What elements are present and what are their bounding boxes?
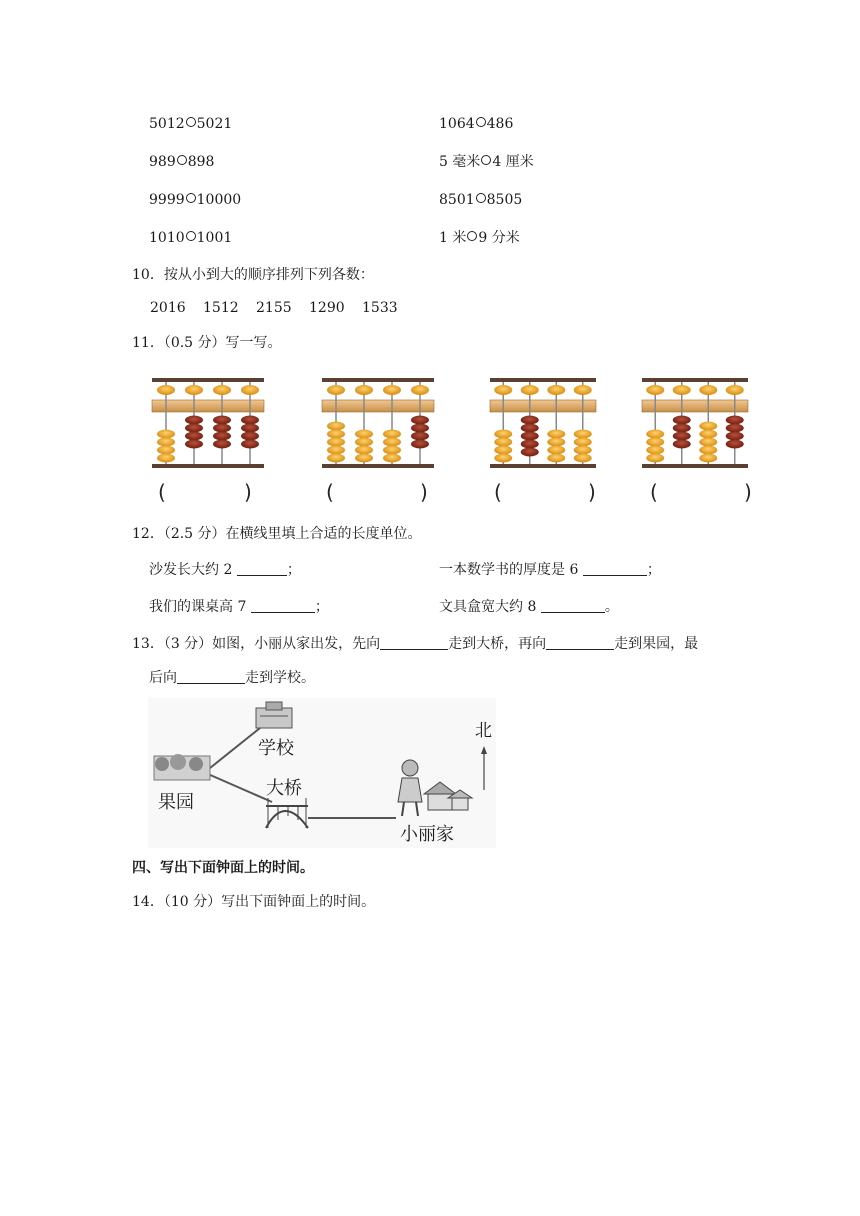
compare-circle[interactable]: [476, 193, 486, 203]
abacus: [152, 378, 264, 468]
answer-blank[interactable]: [546, 637, 614, 650]
paren-close: ): [420, 480, 428, 504]
bridge-icon: [266, 798, 308, 828]
answer-blank[interactable]: [177, 671, 245, 684]
abacus: [322, 378, 434, 468]
number-item: 1290: [309, 300, 345, 316]
fill-item: 文具盒宽大约 8 。: [439, 599, 619, 615]
compare-item: 1064 486: [439, 116, 514, 132]
compare-circle[interactable]: [186, 193, 196, 203]
girl-icon: [398, 760, 422, 816]
abacus: [642, 378, 748, 468]
compare-circle[interactable]: [186, 231, 196, 241]
number-item: 1533: [362, 300, 398, 316]
paren-open: (: [494, 480, 502, 504]
answer-blank[interactable]: [237, 563, 287, 576]
number-item: 1512: [203, 300, 239, 316]
school-icon: [256, 702, 292, 728]
question-13: 13．（3 分）如图，小丽从家出发，先向 走到大桥，再向 走到果园，最: [132, 636, 699, 652]
paren-close: ): [744, 480, 752, 504]
map-label-north: 北: [475, 721, 492, 741]
question-12: 12．（2.5 分）在横线里填上合适的长度单位。: [132, 526, 422, 542]
compare-circle[interactable]: [177, 155, 187, 165]
paren-close: ): [588, 480, 596, 504]
fill-item: 一本数学书的厚度是 6 ；: [439, 562, 661, 578]
paren-open: (: [326, 480, 334, 504]
house-icon: [424, 782, 472, 810]
answer-blank[interactable]: [541, 600, 605, 613]
compare-circle[interactable]: [186, 117, 196, 127]
map-label-school: 学校: [258, 738, 294, 759]
orchard-icon: [154, 754, 210, 780]
compare-item: 9999 10000: [149, 192, 242, 208]
compare-item: 989 898: [149, 154, 215, 170]
map-label-home: 小丽家: [400, 824, 454, 845]
fill-item: 沙发长大约 2 ；: [149, 562, 301, 578]
map-label-orchard: 果园: [158, 792, 194, 813]
paren-close: ): [244, 480, 252, 504]
route-map: [148, 698, 496, 848]
question-11: 11．（0.5 分）写一写。: [132, 335, 282, 351]
section-title: 四、写出下面钟面上的时间。: [132, 860, 314, 876]
number-item: 2016: [150, 300, 186, 316]
compare-circle[interactable]: [476, 117, 486, 127]
compare-item: 1010 1001: [149, 230, 233, 246]
answer-blank[interactable]: [251, 600, 315, 613]
fill-item: 我们的课桌高 7 ；: [149, 599, 329, 615]
abacus-row: [140, 360, 760, 510]
answer-blank[interactable]: [583, 563, 647, 576]
compare-circle[interactable]: [481, 155, 491, 165]
abacus: [490, 378, 596, 468]
answer-blank[interactable]: [380, 637, 448, 650]
compare-item: 8501 8505: [439, 192, 523, 208]
north-arrow-icon: [481, 746, 487, 790]
compare-item: 5 毫米 4 厘米: [439, 154, 534, 170]
number-list: [150, 299, 415, 317]
number-item: 2155: [256, 300, 292, 316]
question-14: 14．（10 分）写出下面钟面上的时间。: [132, 894, 376, 910]
question-13-cont: 后向 走到学校。: [149, 670, 315, 686]
paren-open: (: [650, 480, 658, 504]
compare-item: 1 米 9 分米: [439, 230, 520, 246]
map-label-bridge: 大桥: [266, 778, 302, 799]
compare-item: 5012 5021: [149, 116, 233, 132]
compare-circle[interactable]: [467, 231, 477, 241]
question-10: 10．按从小到大的顺序排列下列各数：: [132, 267, 374, 283]
paren-open: (: [158, 480, 166, 504]
